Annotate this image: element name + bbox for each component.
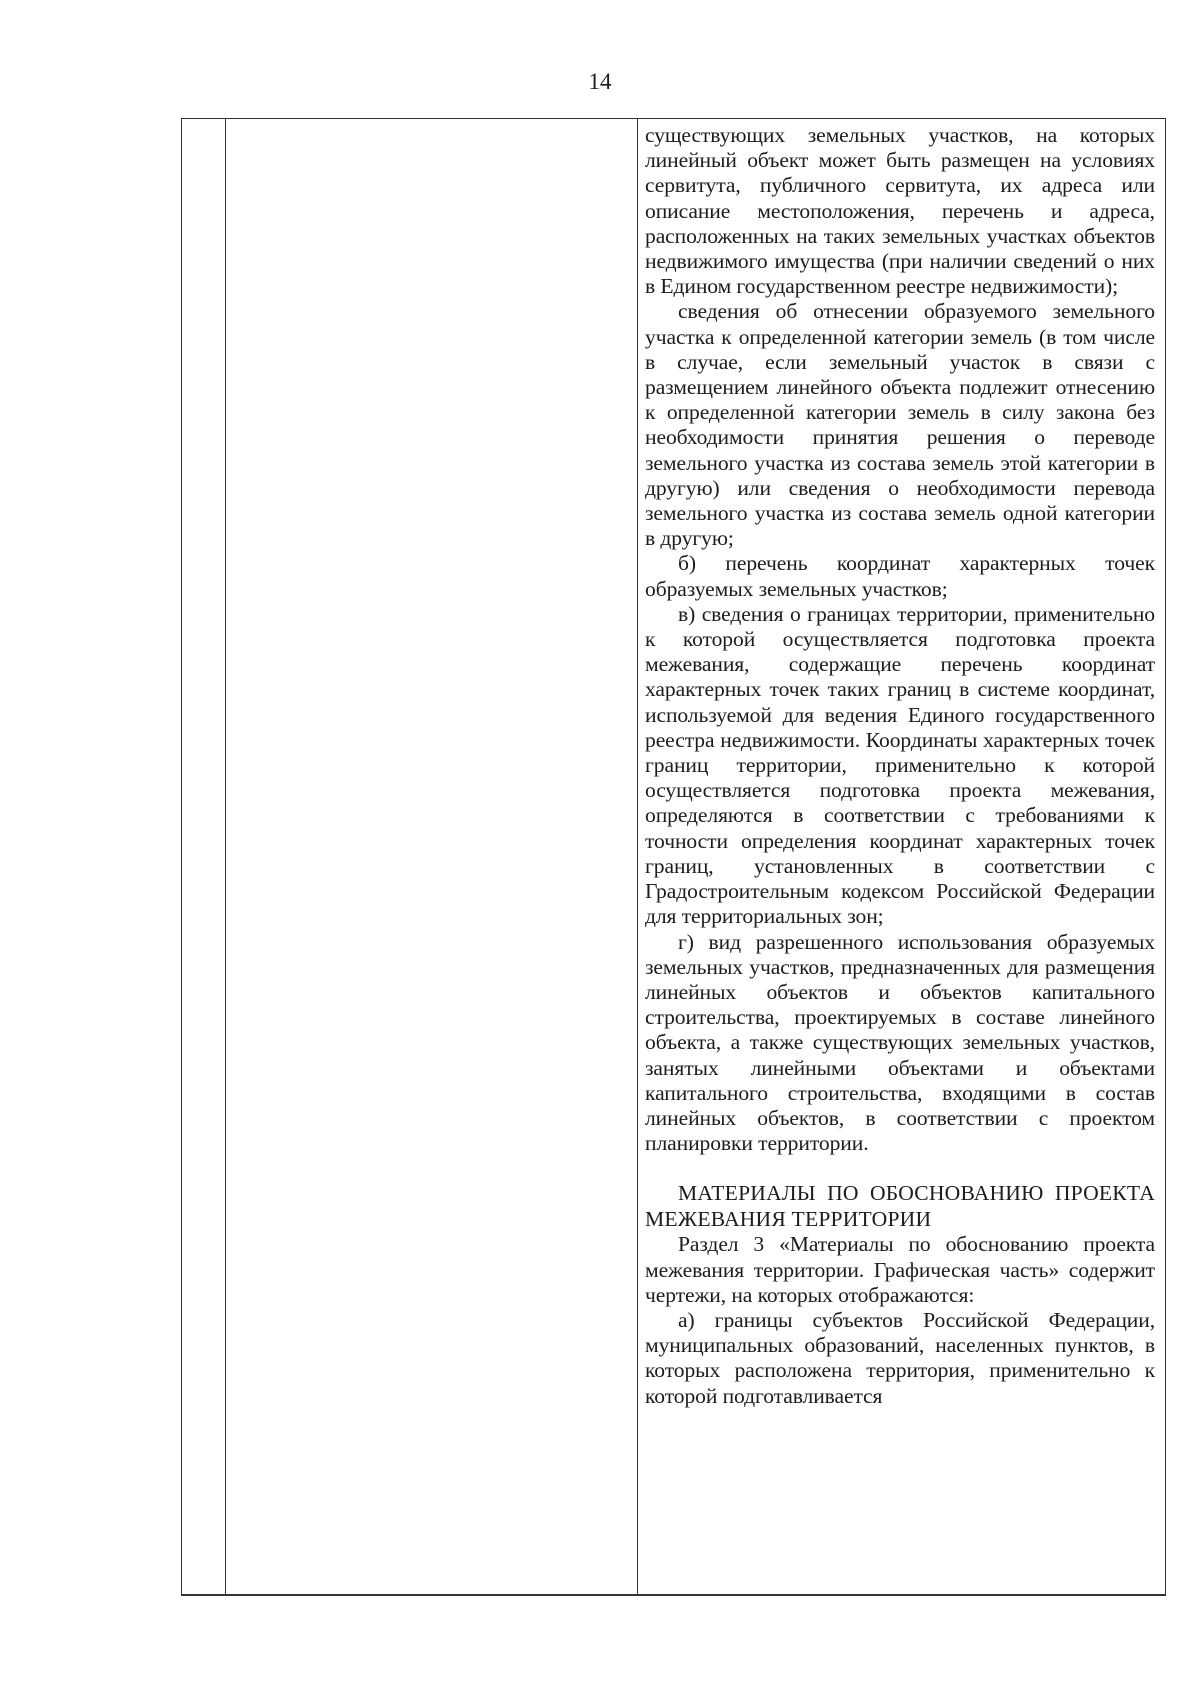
paragraph-item-b: б) перечень координат характерных точек образуемых земельных участков; [645, 551, 1155, 601]
table-column-divider-2 [637, 119, 638, 1594]
section-heading: МАТЕРИАЛЫ ПО ОБОСНОВАНИЮ ПРОЕКТА МЕЖЕВАНИЯ ТЕРРИТОРИИ [645, 1181, 1155, 1231]
paragraph-section-3: Раздел 3 «Материалы по обоснованию проекта межевания территории. Графическая часть» содержит чертежи, на которых отображаются: [645, 1232, 1155, 1307]
paragraph-land-category: сведения об отнесении образуемого земельного участка к определенной категории земель (в том числе в случае, если земельный участок в связи с размещением линейного объекта подлежит отнесению к определенной категории земель в силу закона без необходимости принятия решения о переводе земельного участка из состава земель этой категории в другую) или сведения о необходимости перевода земельного участка из состава земель одной категории в другую; [645, 299, 1155, 551]
table-column-divider-1 [225, 119, 226, 1594]
table-content-cell [645, 123, 1155, 1409]
paragraph-item-a: а) границы субъектов Российской Федерации, муниципальных образований, населенных пунктов, в которых расположена территория, применительно к которой подготавливается [645, 1307, 1155, 1408]
paragraph-item-v: в) сведения о границах территории, применительно к которой осуществляется подготовка проекта межевания, содержащие перечень координат характерных точек таких границ в системе координат, используемой для ведения Единого государственного реестра недвижимости. Координаты характерных точек границ территории, применительно к которой осуществляется подготовка проекта межевания, определяются в соответствии с требованиями к точности определения координат характерных точек границ, установленных в соответствии с Градостроительным кодексом Российской Федерации для территориальных зон; [645, 601, 1155, 929]
document-table [181, 118, 1166, 1596]
page-number: 14 [588, 69, 612, 94]
paragraph-item-g: г) вид разрешенного использования образуемых земельных участков, предназначенных для размещения линейных объектов и объектов капитального строительства, проектируемых в составе линейного объекта, а также существующих земельных участков, занятых линейными объектами и объектами капитального строительства, входящими в состав линейных объектов, в соответствии с проектом планировки территории. [645, 929, 1155, 1156]
paragraph-continuation: существующих земельных участков, на которых линейный объект может быть размещен на условиях сервитута, публичного сервитута, их адреса или описание местоположения, перечень и адреса, расположенных на таких земельных участках объектов недвижимого имущества (при наличии сведений о них в Едином государственном реестре недвижимости); [645, 123, 1155, 299]
